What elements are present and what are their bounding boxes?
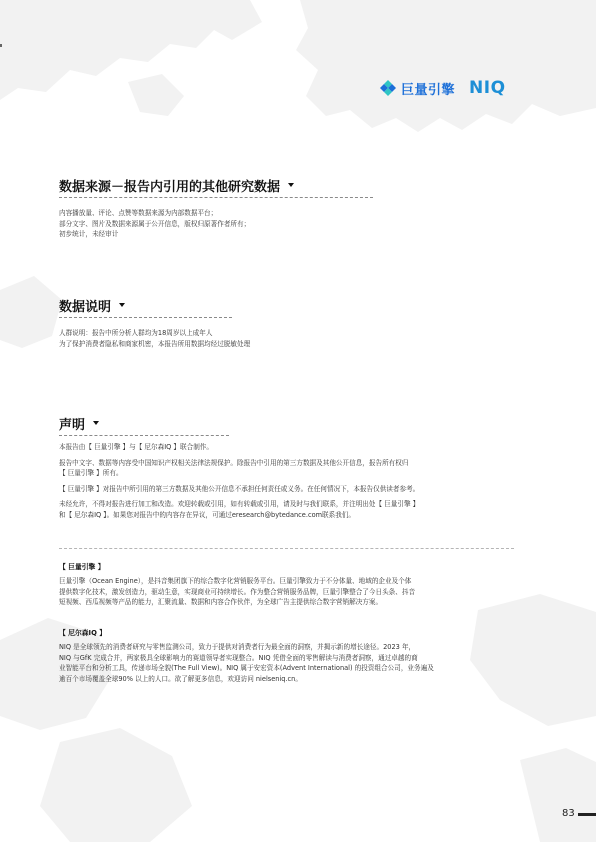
chevron-down-icon bbox=[119, 303, 125, 307]
data-source-line: 部分文字、图片及数据来源属于公开信息，版权归原著作者所有； bbox=[59, 219, 251, 228]
about-oceanengine-section bbox=[59, 561, 529, 608]
data-notes-line: 为了保护消费者隐私和商家机密，本报告所用数据均经过脱敏处理 bbox=[59, 339, 251, 348]
niq-logo: NIQ bbox=[469, 78, 506, 98]
chevron-down-icon bbox=[93, 421, 99, 425]
oceanengine-logo bbox=[378, 78, 455, 98]
page-number: 83 bbox=[562, 808, 575, 819]
data-source-line: 初步统计，未经审计 bbox=[59, 230, 119, 238]
statement-paragraph bbox=[59, 458, 529, 479]
page-number-bar bbox=[578, 813, 596, 816]
about-niq-line: NIQ 与GfK 完成合并，两家极具全球影响力的赛道领导者实现整合。NIQ 凭借全面的零售解读与消费者洞察，通过卓越的商 bbox=[59, 653, 418, 662]
about-niq-section bbox=[59, 627, 529, 684]
statement-line: 未经允许，不得对报告进行加工和改造。欢迎转载或引用，如有转载或引用，请及时与我们联系，并注明出处【 巨量引擎 】 bbox=[59, 500, 420, 508]
data-notes-divider bbox=[59, 317, 232, 318]
statement-paragraph bbox=[59, 442, 529, 453]
data-notes-section bbox=[59, 296, 529, 349]
statement-line: 【 巨量引擎 】对报告中所引用的第三方数据及其他公开信息不承担任何责任或义务。在任何情况下，本报告仅供读者参考。 bbox=[59, 484, 420, 493]
data-notes-title bbox=[59, 296, 529, 314]
statement-divider bbox=[59, 435, 229, 436]
about-niq-title: 【 尼尔森IQ 】 bbox=[59, 629, 107, 637]
statement-title bbox=[59, 414, 529, 432]
data-notes-body bbox=[59, 328, 529, 349]
about-niq-line: NIQ 是全球领先的消费者研究与零售监测公司，致力于提供对消费者行为最全面的洞察，并揭示新的增长途径。2023 年， bbox=[59, 643, 416, 651]
about-oceanengine-line: 短视频、西瓜视频等产品的能力，汇聚流量、数据和内容合作伙伴，为全球广告主提供综合数字营销解决方案。 bbox=[59, 598, 383, 606]
corner-mark bbox=[0, 44, 2, 47]
about-niq-line: 逾百个市场覆盖全球90% 以上的人口。欲了解更多信息，欢迎访问 nielseniq.cn。 bbox=[59, 674, 302, 683]
data-source-divider bbox=[59, 197, 373, 198]
statement-body bbox=[59, 442, 529, 520]
data-notes-line: 人群说明：报告中所分析人群均为18周岁以上成年人 bbox=[59, 329, 213, 337]
data-source-title-text: 数据来源－报告内引用的其他研究数据 bbox=[59, 179, 281, 195]
statement-line: 报告中文字、数据等内容受中国知识产权相关法律法规保护。除报告中引用的第三方数据及其他公开信息，报告所有权归 bbox=[59, 458, 409, 467]
oceanengine-logo-text: 巨量引擎 bbox=[401, 82, 456, 98]
about-oceanengine-line: 巨量引擎（Ocean Engine），是抖音集团旗下的综合数字化营销服务平台。巨量引擎致力于不分体量、地域的企业及个体 bbox=[59, 577, 412, 585]
statement-paragraph bbox=[59, 484, 529, 495]
data-source-body bbox=[59, 208, 529, 240]
about-divider bbox=[59, 548, 514, 549]
logo-bar bbox=[378, 78, 506, 98]
oceanengine-logo-icon bbox=[378, 78, 398, 98]
statement-line: 和【 尼尔森IQ 】。如果您对报告中的内容存在异议，可通过eresearch@bytedance.com联系我们。 bbox=[59, 510, 356, 519]
chevron-down-icon bbox=[288, 183, 294, 187]
data-source-section bbox=[59, 176, 529, 240]
statement-line: 本报告由【 巨量引擎 】与【 尼尔森IQ 】联合制作。 bbox=[59, 443, 213, 451]
statement-title-text: 声明 bbox=[59, 417, 86, 433]
about-oceanengine-title: 【 巨量引擎 】 bbox=[59, 563, 105, 571]
data-source-line: 内容播放量、评论、点赞等数据来源为内部数据平台； bbox=[59, 209, 218, 217]
about-oceanengine-line: 提供数字化技术，激发创造力，驱动生意，实现商业可持续增长。作为整合营销服务品牌，巨量引擎整合了今日头条、抖音 bbox=[59, 587, 416, 596]
about-niq-body bbox=[59, 642, 529, 684]
statement-paragraph bbox=[59, 499, 529, 520]
about-oceanengine-body bbox=[59, 576, 529, 608]
statement-section bbox=[59, 414, 529, 525]
data-source-title bbox=[59, 176, 529, 194]
data-notes-title-text: 数据说明 bbox=[59, 299, 112, 315]
statement-line: 【 巨量引擎 】所有。 bbox=[59, 469, 123, 477]
about-niq-line: 业智能平台和分析工具，传递市场全貌(The Full View)。NIQ 属于安宏资本(Advent International) 的投资组合公司，业务遍及 bbox=[59, 664, 434, 672]
